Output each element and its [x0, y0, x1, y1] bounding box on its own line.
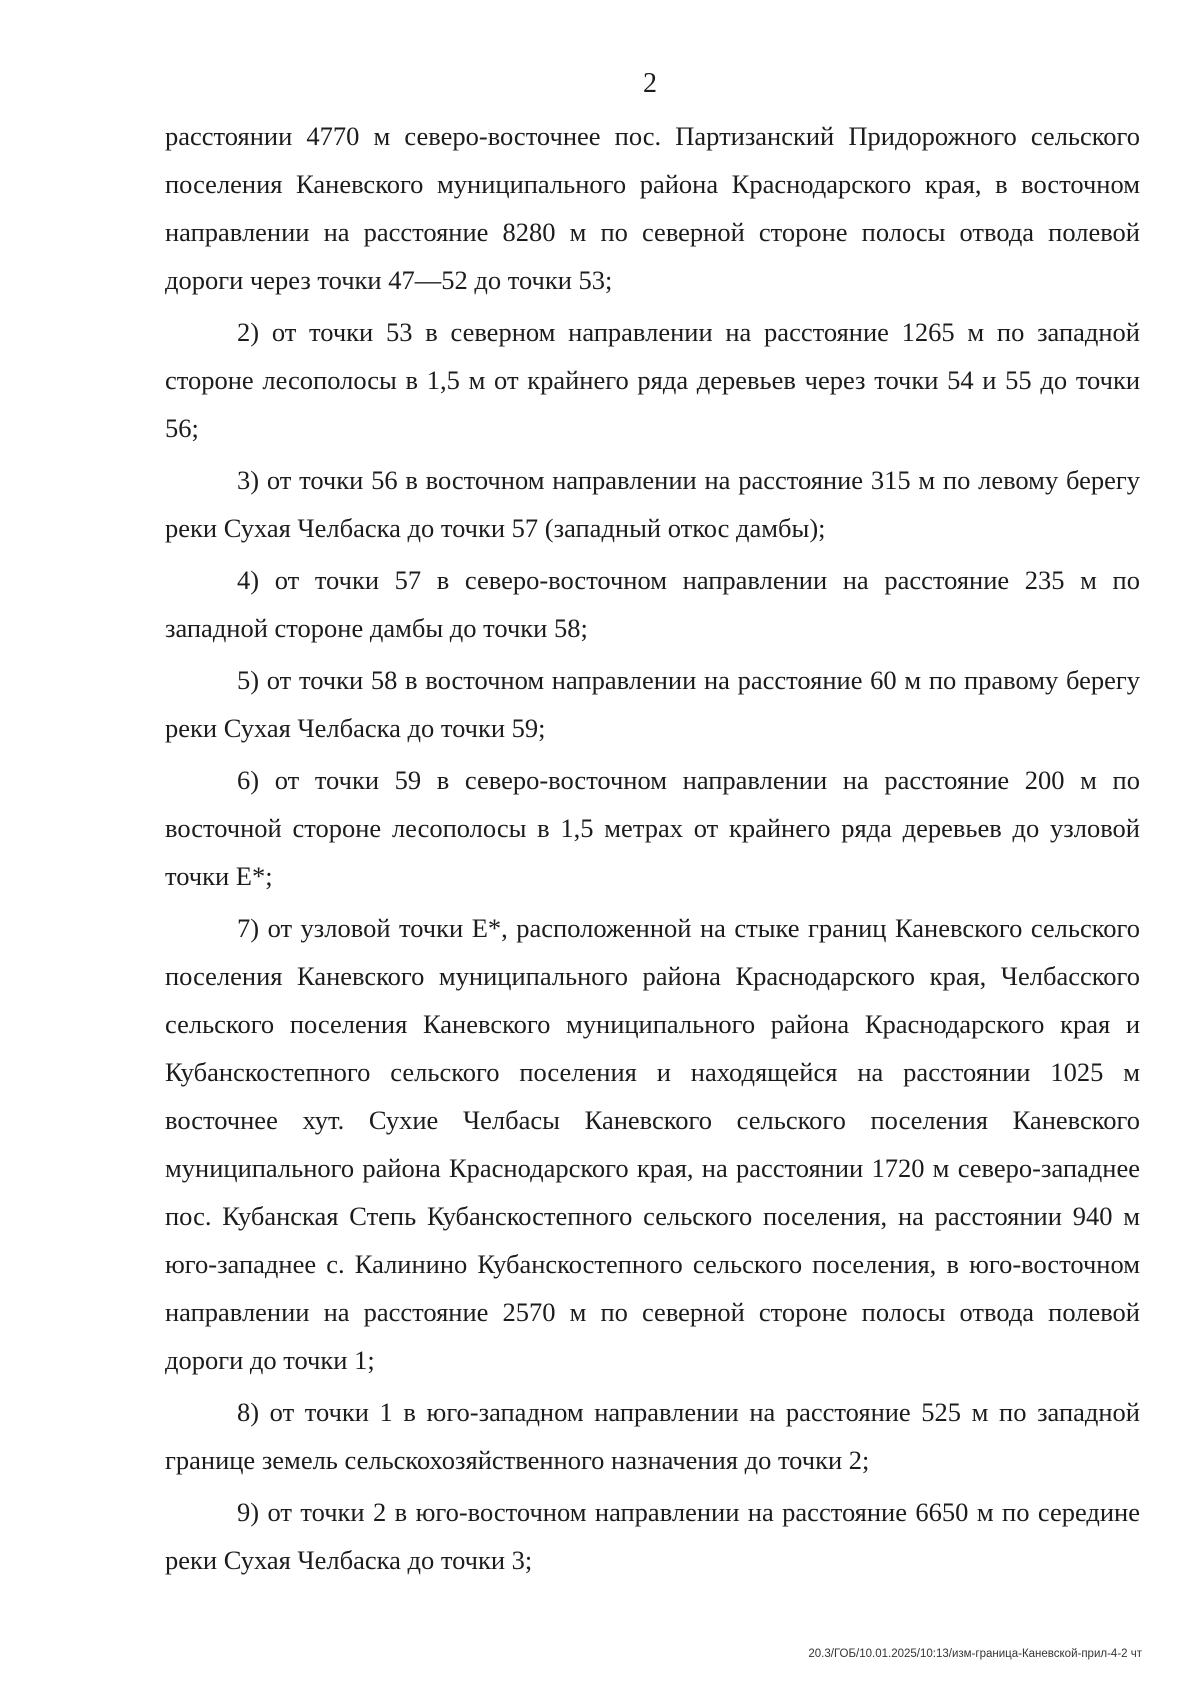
paragraph-continuation: расстоянии 4770 м северо-восточнее пос. Партизанский Придорожного сельского поселения Каневского муниципального района Краснодарского края, в восточном направлении на расстояние 8280 м по северной стороне полосы отвода полевой дороги через точки 47—52 до точки 53; — [165, 121, 1140, 295]
page-number: 2 — [643, 68, 657, 99]
paragraph-item-6: 6) от точки 59 в северо-восточном направлении на расстояние 200 м по восточной стороне лесополосы в 1,5 метрах от крайнего ряда деревьев до узловой точки Е*; — [165, 765, 1140, 891]
paragraph-item-3: 3) от точки 56 в восточном направлении на расстояние 315 м по левому берегу реки Сухая Челбаска до точки 57 (западный откос дамбы); — [165, 465, 1140, 543]
paragraph-item-4: 4) от точки 57 в северо-восточном направлении на расстояние 235 м по западной стороне дамбы до точки 58; — [165, 565, 1140, 643]
paragraph-item-7: 7) от узловой точки Е*, расположенной на стыке границ Каневского сельского поселения Каневского муниципального района Краснодарского края, Челбасского сельского поселения Каневского муниципального района Краснодарского края и Кубанскостепного сельского поселения и находящейся на расстоянии 1025 м восточнее хут. Сухие Челбасы Каневского сельского поселения Каневского муниципального района Краснодарского края, на расстоянии 1720 м северо-западнее пос. Кубанская Степь Кубанскостепного сельского поселения, на расстоянии 940 м юго-западнее с. Калинино Кубанскостепного сельского поселения, в юго-восточном направлении на расстояние 2570 м по северной стороне полосы отвода полевой дороги до точки 1; — [165, 913, 1140, 1375]
paragraph-item-8: 8) от точки 1 в юго-западном направлении на расстояние 525 м по западной границе земель сельскохозяйственного назначения до точки 2; — [165, 1397, 1140, 1475]
paragraph-item-9: 9) от точки 2 в юго-восточном направлении на расстояние 6650 м по середине реки Сухая Челбаска до точки 3; — [165, 1497, 1140, 1575]
document-body — [165, 112, 1140, 1588]
paragraph-item-5: 5) от точки 58 в восточном направлении на расстояние 60 м по правому берегу реки Сухая Челбаска до точки 59; — [165, 665, 1140, 743]
paragraph-item-2: 2) от точки 53 в северном направлении на расстояние 1265 м по западной стороне лесополосы в 1,5 м от крайнего ряда деревьев через точки 54 и 55 до точки 56; — [165, 317, 1140, 443]
document-footer-code: 20.3/ГОБ/10.01.2025/10:13/изм-граница-Каневской-прил-4-2 чт — [808, 1648, 1142, 1660]
